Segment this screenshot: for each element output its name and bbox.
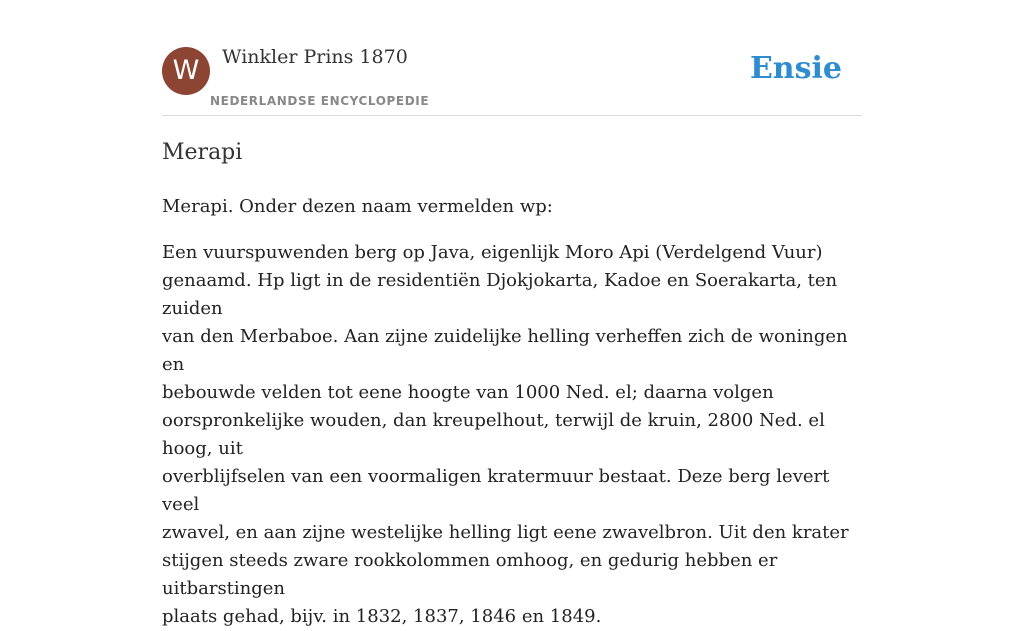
source-avatar[interactable]: W (162, 47, 210, 95)
body-line: stijgen steeds zware rookkolommen omhoog, en gedurig hebben er uitbarstingen (162, 550, 778, 599)
body-line: oorspronkelijke wouden, dan kreupelhout, terwijl de kruin, 2800 Ned. el hoog, uit (162, 410, 825, 459)
body-line: bebouwde velden tot eene hoogte van 1000 Ned. el; daarna volgen (162, 382, 774, 403)
entry-body-paragraph (162, 239, 862, 631)
body-line: plaats gehad, bijv. in 1832, 1837, 1846 en 1849. (162, 606, 602, 627)
entry-title: Merapi (162, 140, 243, 165)
body-line: genaamd. Hp ligt in de residentiën Djokjokarta, Kadoe en Soerakarta, ten zuiden (162, 270, 838, 319)
source-header (162, 0, 862, 116)
source-title-link[interactable]: Winkler Prins 1870 (222, 46, 408, 68)
ensie-logo-link[interactable]: Ensie (749, 51, 842, 86)
body-line: overblijfselen van een voormaligen kratermuur bestaat. Deze berg levert veel (162, 466, 830, 515)
body-line: Een vuurspuwenden berg op Java, eigenlijk Moro Api (Verdelgend Vuur) (162, 242, 823, 263)
body-line: van den Merbaboe. Aan zijne zuidelijke helling verheffen zich de woningen en (162, 326, 848, 375)
source-subtitle: NEDERLANDSE ENCYCLOPEDIE (210, 94, 430, 108)
body-line: zwavel, en aan zijne westelijke helling ligt eene zwavelbron. Uit den krater (162, 522, 849, 543)
entry-lead-paragraph: Merapi. Onder dezen naam vermelden wp: (162, 196, 553, 217)
entry-card (162, 0, 862, 627)
